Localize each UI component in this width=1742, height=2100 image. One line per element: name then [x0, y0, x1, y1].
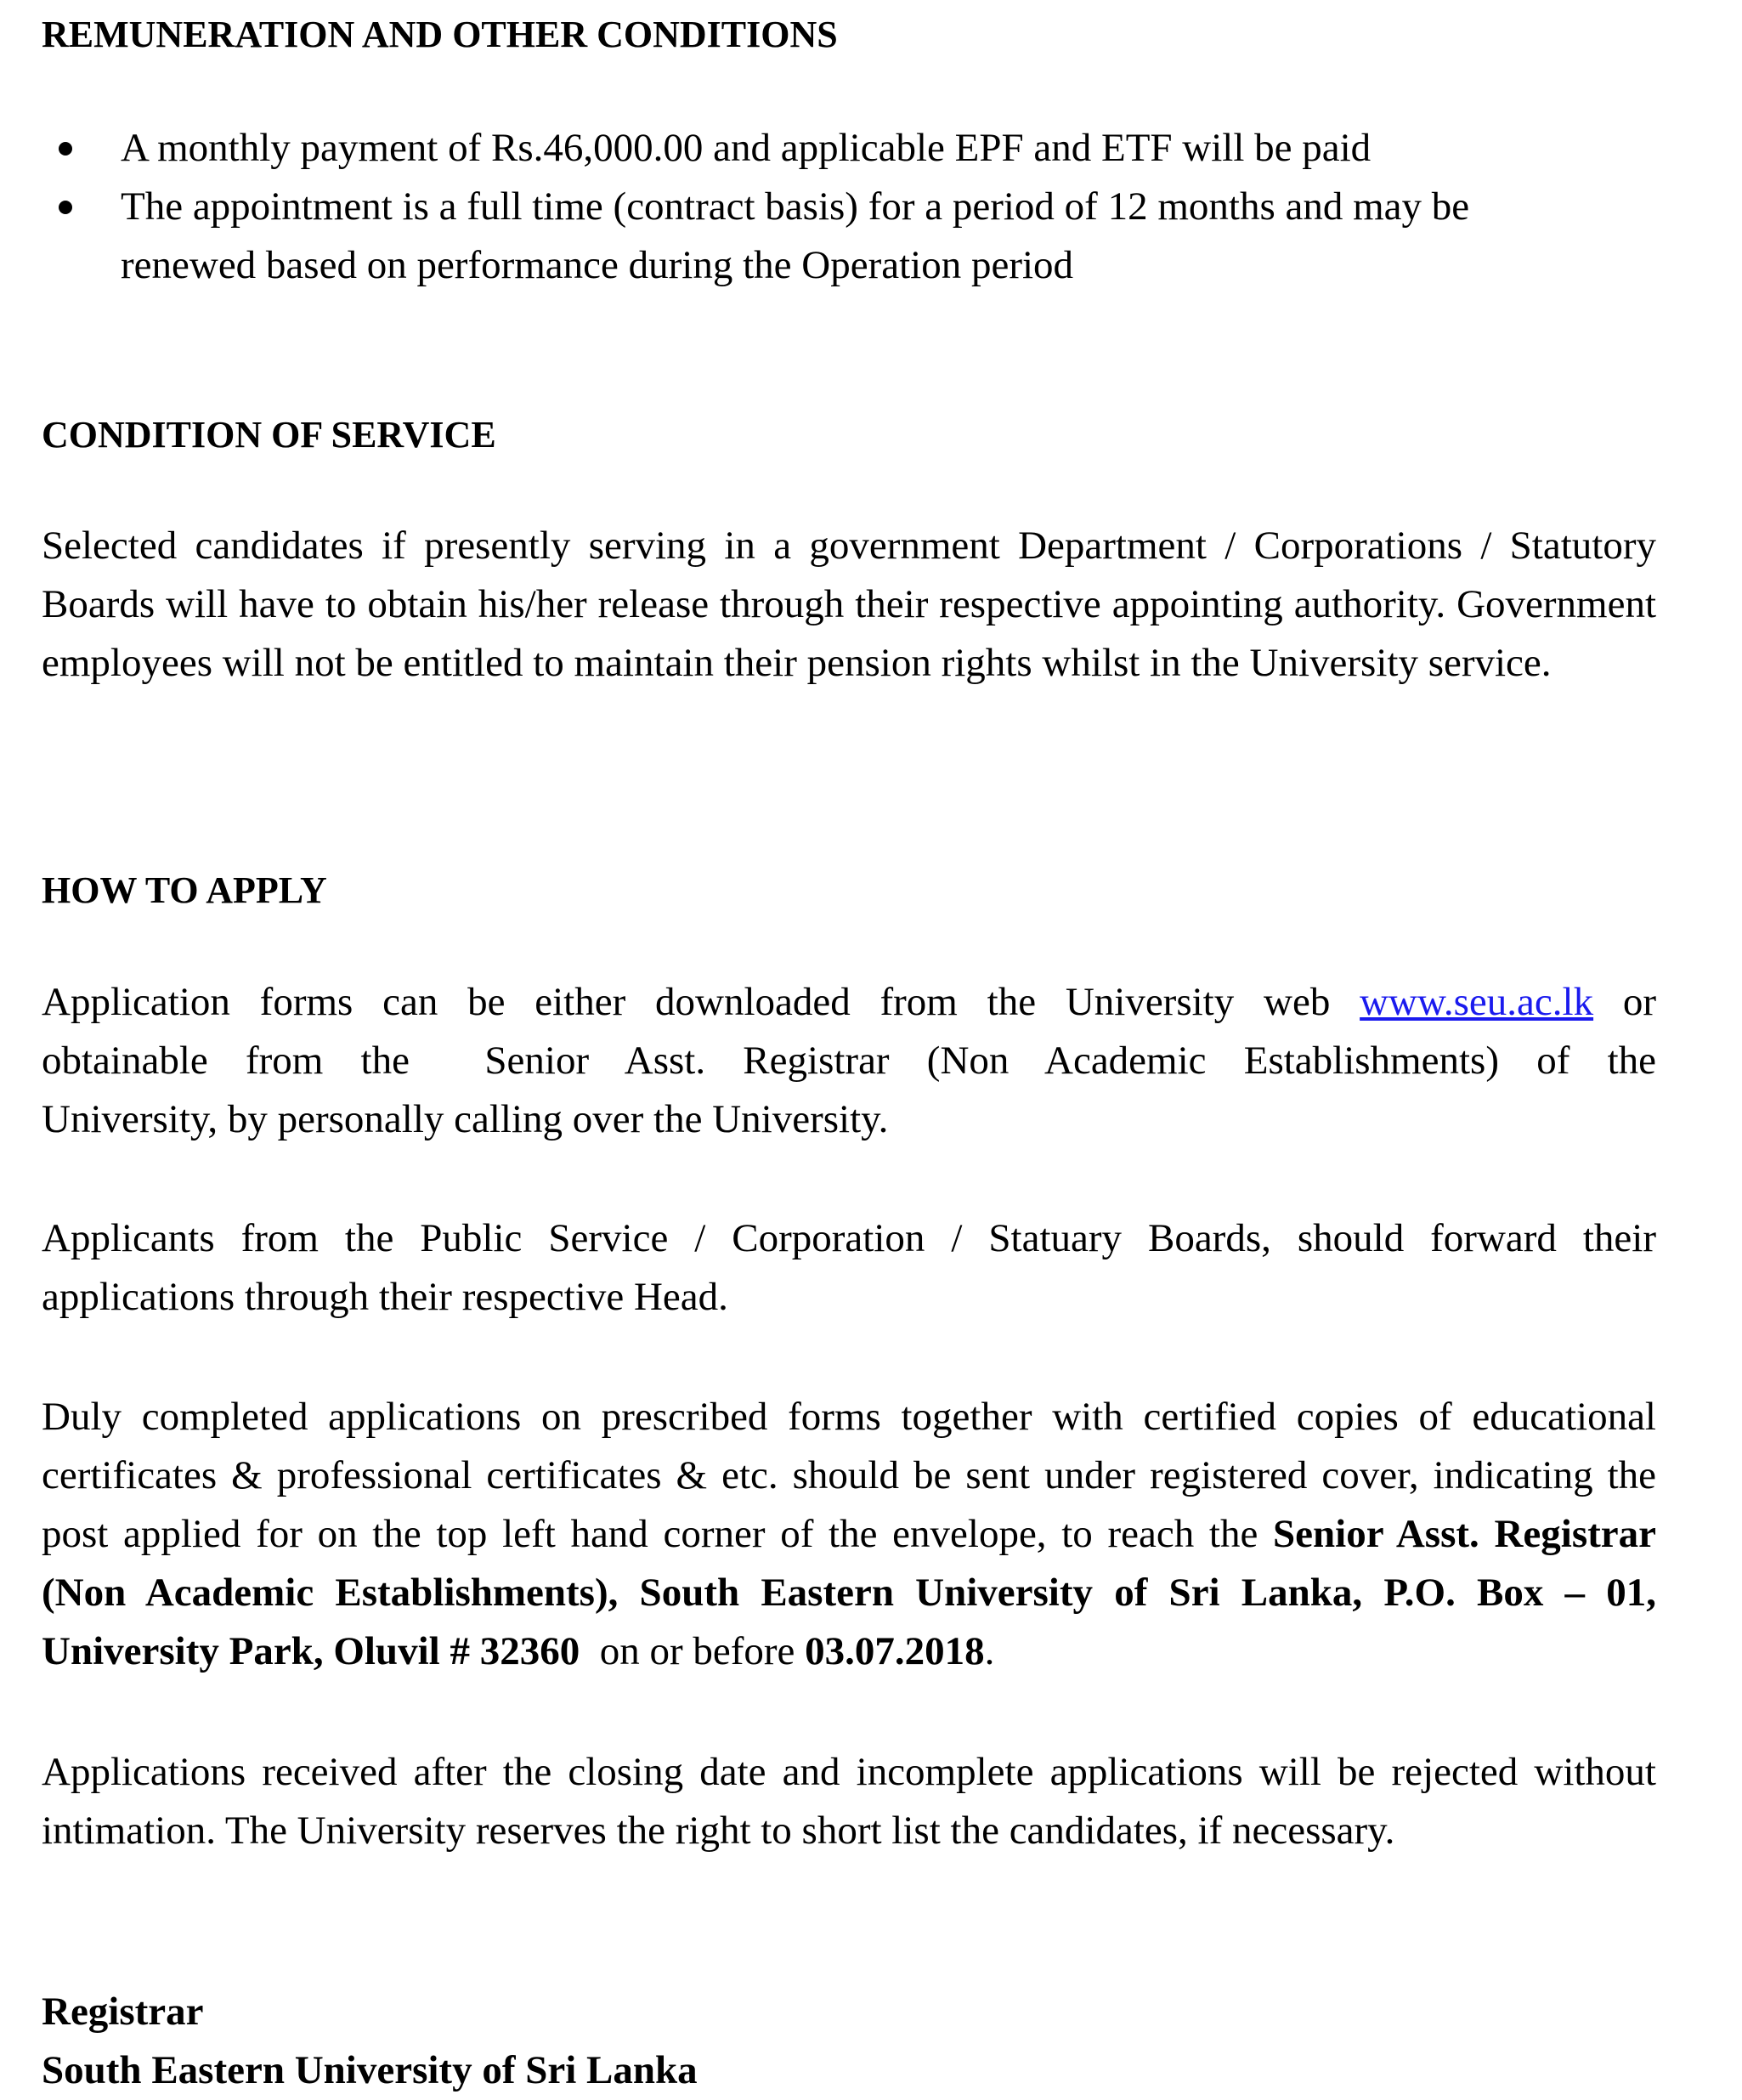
application-forms-line-3: University, by personally calling over the University.: [42, 1097, 889, 1141]
submission-end: .: [984, 1629, 995, 1673]
signature-institution: South Eastern University of Sri Lanka: [42, 2048, 698, 2092]
how-to-apply-heading: HOW TO APPLY: [42, 869, 327, 911]
bullet-text: A monthly payment of Rs.46,000.00 and applicable EPF and ETF will be paid: [121, 126, 1372, 170]
condition-of-service-paragraph: Selected candidates if presently serving in a government Department / Corporations / Statutory Boards will have to obtain his/her release through their respective appointing authority. Government employees will not be entitled to maintain their pension rights whilst in the University service.: [42, 524, 1656, 685]
signature-title: Registrar: [42, 1990, 204, 2034]
submission-deadline-text: on or before: [580, 1629, 806, 1673]
closing-date: 03.07.2018: [805, 1629, 985, 1673]
rejection-paragraph: Applications received after the closing date and incomplete applications will be rejected without intimation. The University reserves the right to short list the candidates, if necessary.: [42, 1750, 1656, 1853]
condition-of-service-heading: CONDITION OF SERVICE: [42, 414, 496, 456]
university-website-link[interactable]: www.seu.ac.lk: [1360, 980, 1594, 1024]
bullet-text: The appointment is a full time (contract basis) for a period of 12 months and may be renewed based on performance during the Operation period: [121, 184, 1470, 287]
bullet-item-monthly-payment: [42, 119, 1656, 178]
bullet-icon: [59, 142, 72, 156]
public-service-paragraph: Applicants from the Public Service / Corporation / Statuary Boards, should forward their applications through their respective Head.: [42, 1216, 1656, 1319]
application-forms-text-or: or: [1593, 980, 1657, 1024]
submission-text: Duly completed applications on prescribed forms together with certified copies of educational certificates & professional certificates & etc. should be sent under registered cover, indicating the post applied for on the top left hand corner of the envelope, to reach the: [42, 1395, 1656, 1556]
remuneration-heading: REMUNERATION AND OTHER CONDITIONS: [42, 14, 838, 55]
application-forms-line-2: obtainable from the Senior Asst. Registrar (Non Academic Establishments) of the: [42, 1039, 1656, 1083]
bullet-icon: [59, 201, 72, 214]
application-forms-paragraph: [42, 973, 1656, 1149]
bullet-item-appointment-term: [42, 178, 1656, 295]
submission-paragraph: [42, 1388, 1656, 1681]
application-forms-line-1: [42, 973, 1656, 1032]
submission-address: Senior Asst. Registrar (Non Academic Establishments), South Eastern University of Sri Lanka, P.O. Box – 01, University Park, Oluvil # 32360: [42, 1512, 1656, 1673]
application-forms-text: Application forms can be either downloaded from the University web: [42, 980, 1360, 1024]
remuneration-bullet-list: [42, 119, 1656, 295]
